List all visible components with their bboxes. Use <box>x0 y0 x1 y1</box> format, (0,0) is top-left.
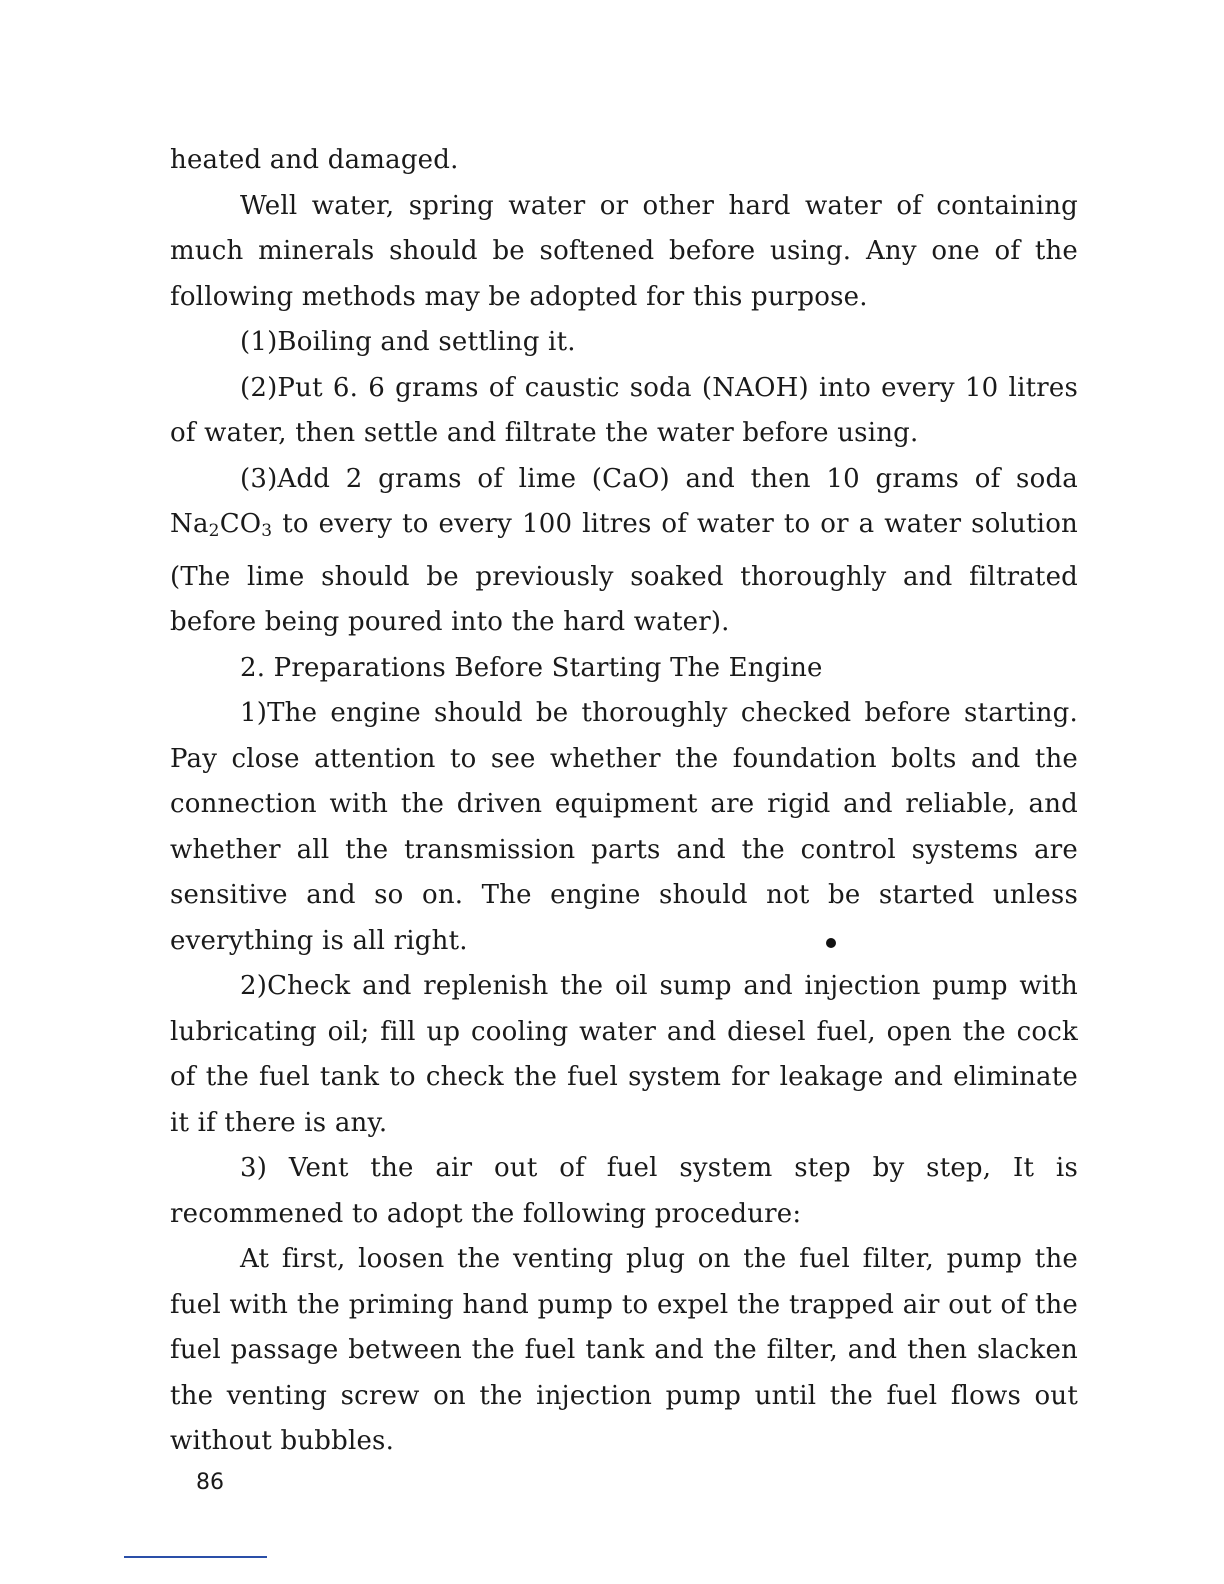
page-number: 86 <box>196 1470 224 1495</box>
footer-rule <box>124 1556 267 1558</box>
paragraph-hard-water: Well water, spring water or other hard water of containing much minerals should be softened before using. Any one of the following methods may be adopted for this purpose. <box>170 190 1078 312</box>
paragraph-method-1: (1)Boiling and settling it. <box>240 327 576 357</box>
paragraph-method-3 <box>170 457 1078 646</box>
paragraph-procedure: At first, loosen the venting plug on the fuel filter, pump the fuel with the priming hand pump to expel the trapped air out of the fuel passage between the fuel tank and the filter, and then slacken the venting screw on the injection pump until the fuel flows out without bubbles. <box>170 1244 1078 1456</box>
subscript-2: 2 <box>208 521 220 541</box>
ink-spot <box>826 938 836 948</box>
paragraph-step-2: 2)Check and replenish the oil sump and injection pump with lubricating oil; fill up cooling water and diesel fuel, open the cock of the fuel tank to check the fuel system for leakage and eliminate it if there is any. <box>170 971 1078 1138</box>
method-3-text-mid: CO <box>219 509 262 539</box>
method-3-text-before: (3)Add 2 grams of lime (CaO) and then 10 grams of soda Na <box>170 463 1078 539</box>
paragraph-step-1: 1)The engine should be thoroughly checked before starting. Pay close attention to see whether the foundation bolts and the connection with the driven equipment are rigid and reliable, and whether all the transmission parts and the control systems are sensitive and so on. The engine should not be started unless everything is all right. <box>170 698 1078 956</box>
section-heading: 2. Preparations Before Starting The Engine <box>240 652 823 683</box>
body-text <box>170 138 1078 1465</box>
paragraph-method-2: (2)Put 6. 6 grams of caustic soda (NAOH) into every 10 litres of water, then settle and filtrate the water before using. <box>170 372 1078 448</box>
paragraph-continuation: heated and damaged. <box>170 145 459 175</box>
method-3-text-after: to every to every 100 litres of water to or a water solution (The lime should be previously soaked thoroughly and filtrated before being poured into the hard water). <box>170 509 1078 637</box>
subscript-3: 3 <box>261 521 273 541</box>
paragraph-step-3: 3) Vent the air out of fuel system step by step, It is recommened to adopt the following procedure: <box>170 1153 1078 1229</box>
